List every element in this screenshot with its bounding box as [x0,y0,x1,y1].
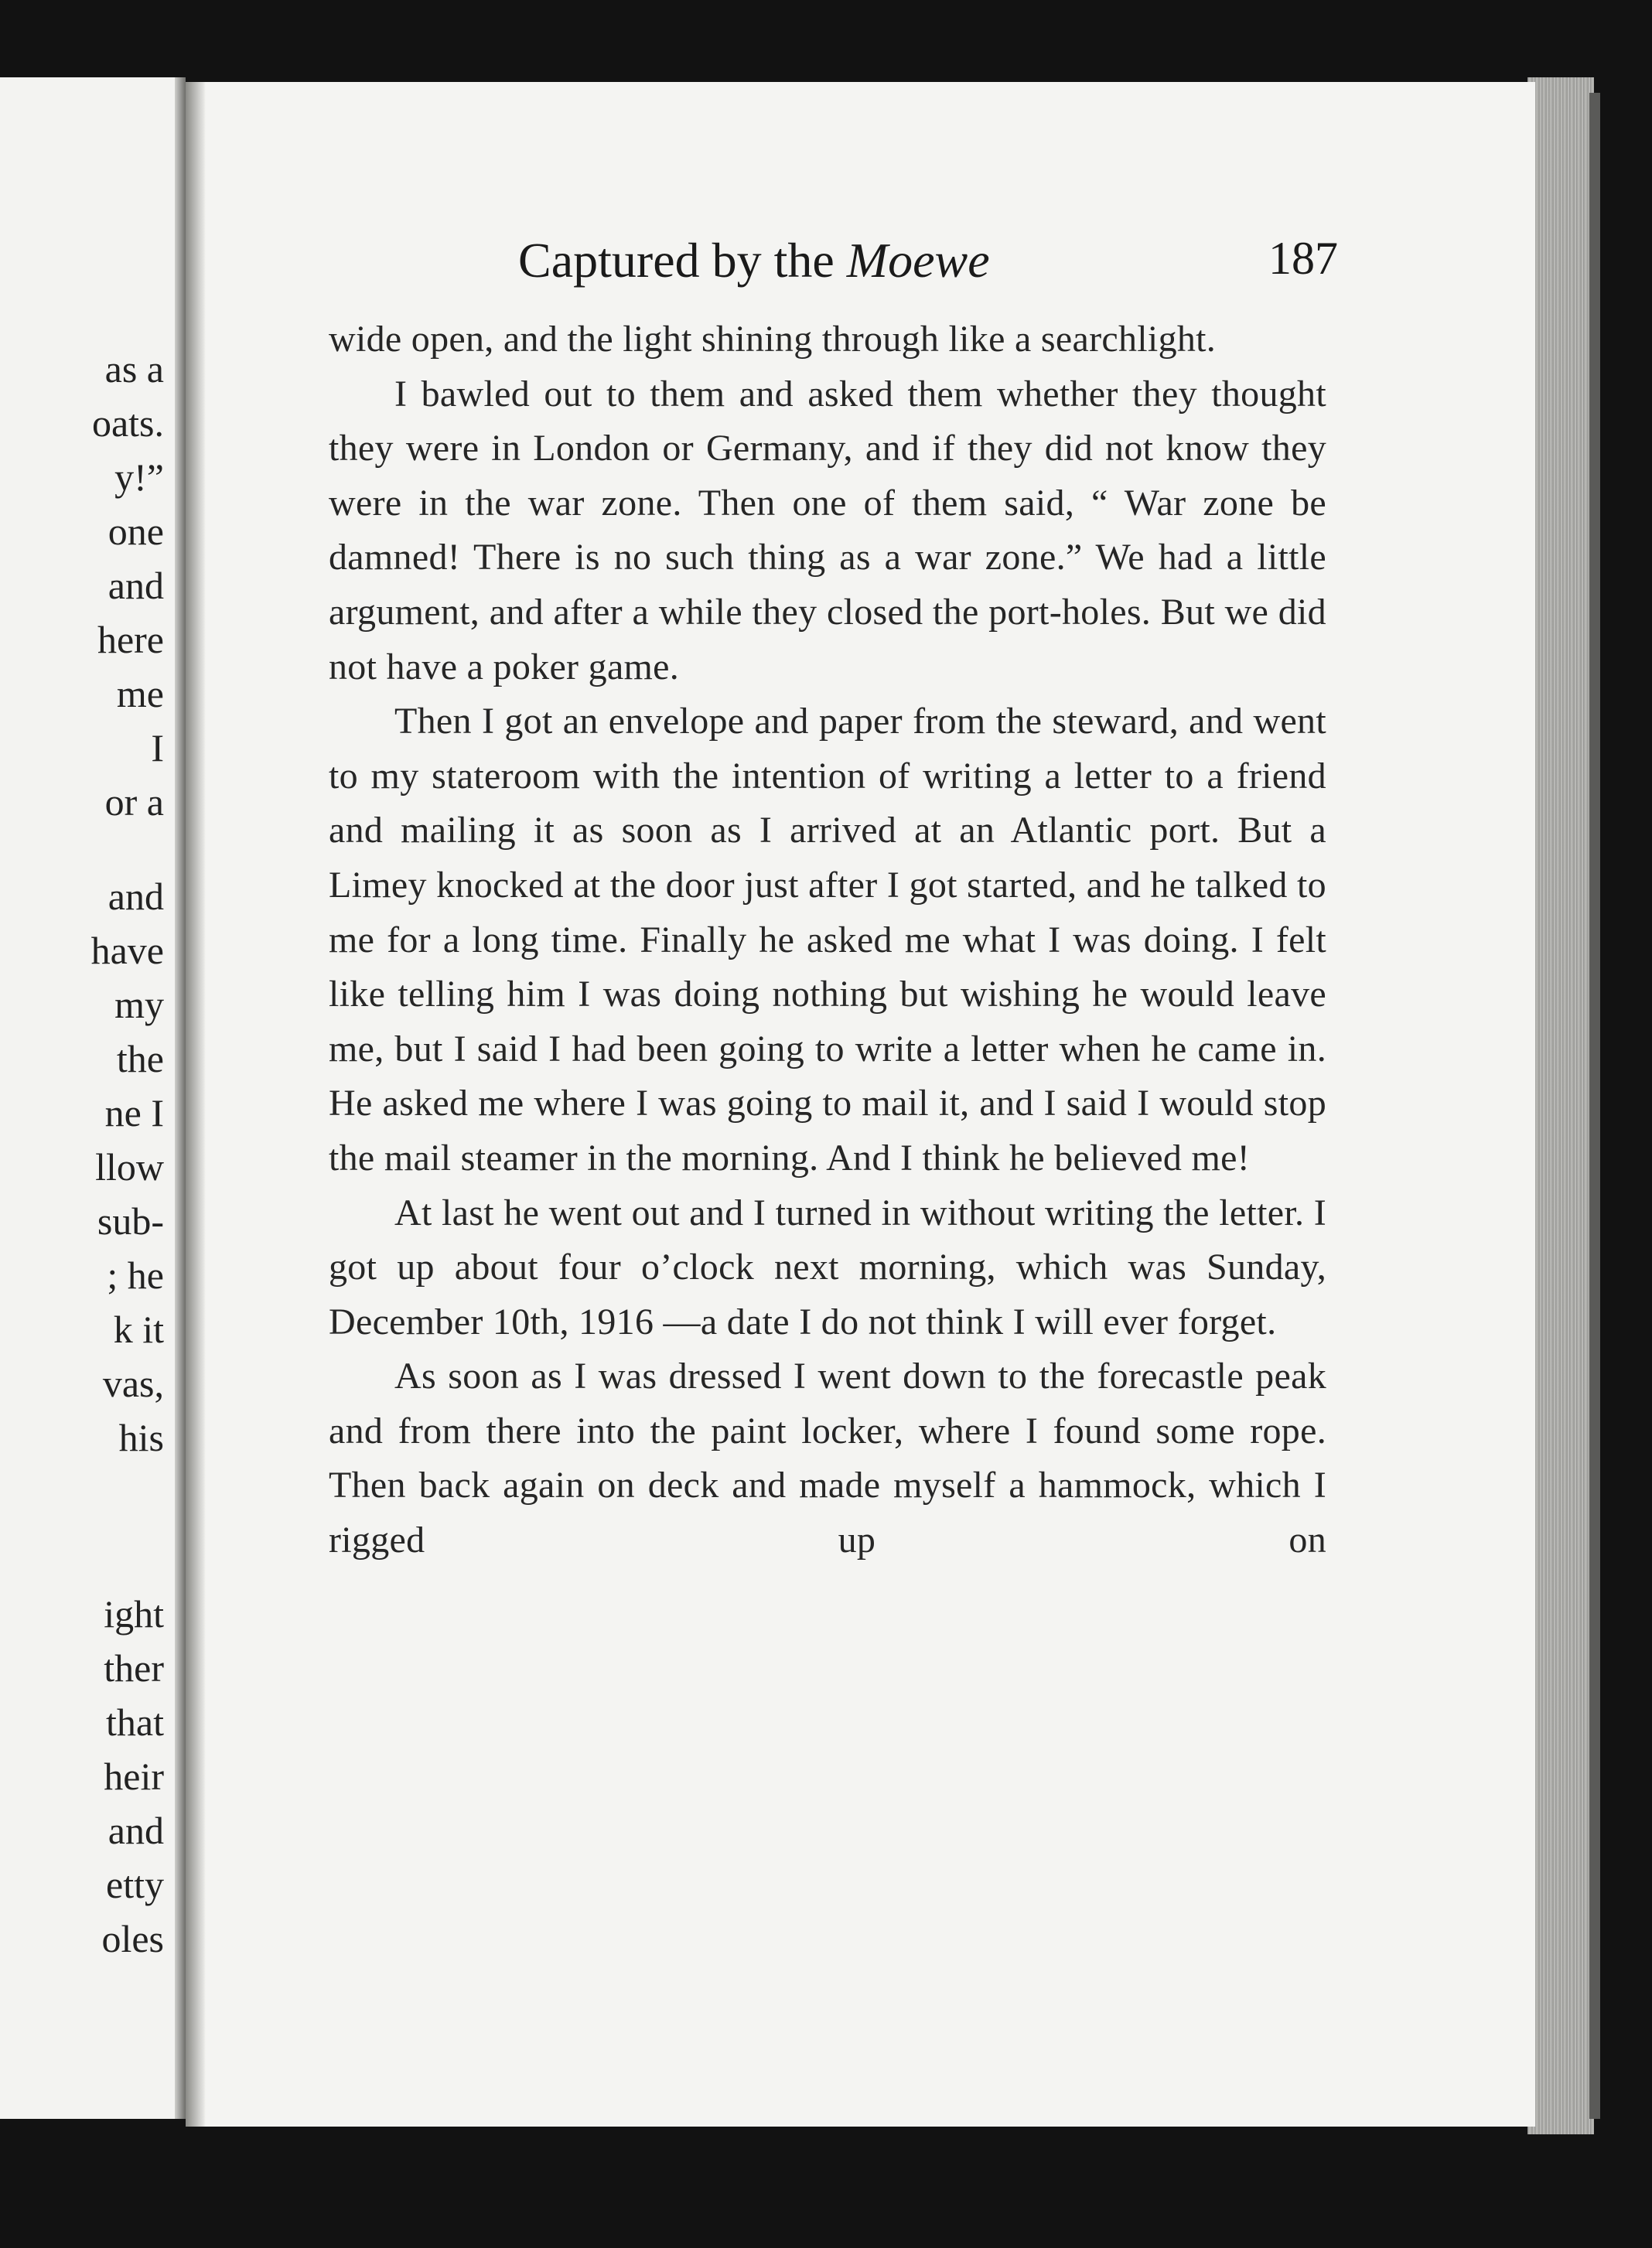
left-page-line: and [108,564,164,607]
running-head [325,232,1338,294]
left-page-line: or a [104,780,164,824]
left-page-line: here [97,618,164,661]
paragraph: Then I got an envelope and paper from the steward, and went to my stateroom with the intention of writing a letter to a friend and mailing it as soon as I arrived at an Atlantic port. But a Limey knocked at the door just after I got started, and he talked to me for a long time. Finally he asked me what I was doing. I felt like telling him I was doing nothing but wishing he would leave me, but I said I had been going to write a letter when he came in. He asked me where I was going to mail it, and I said I would stop the mail steamer in the morning. And I think he believed me! [329,701,1326,1179]
left-page-line: and [108,1809,164,1852]
left-page-line: etty [106,1863,164,1906]
left-page-line: and [108,875,164,918]
left-page-line: my [114,983,164,1026]
left-page-line: ; he [107,1254,164,1297]
paragraph: As soon as I was dressed I went down to the forecastle peak and from there into the paint locker, where I found some rope. Then back again on deck and made myself a hammock, which I rigged up on [329,1356,1326,1561]
left-page-line: his [118,1416,164,1459]
left-page-line: one [108,510,164,553]
page-number: 187 [1268,233,1338,284]
left-page-line: that [106,1700,164,1744]
left-page-line: oles [101,1917,164,1960]
paragraph: I bawled out to them and asked them whether they thought they were in London or Germany, and if they did not know they were in the war zone. Then one of them said, “ War zone be damned! There is no such thing as a war zone.” We had a little argument, and after a while they closed the port-holes. But we did not have a poker game. [329,373,1326,687]
left-page-line: sub- [97,1199,164,1243]
running-title-prefix: Captured by the [518,233,847,288]
left-page-line: as a [104,347,164,391]
body-text [329,312,1326,1568]
left-page-line: vas, [102,1362,164,1405]
right-gutter [186,82,206,2127]
left-page-line: llow [95,1145,164,1189]
left-page-line: ne I [104,1091,164,1134]
running-title-ship: Moewe [846,233,990,288]
left-page-line: oats. [91,401,164,445]
page-edges-shadow [1589,93,1600,2119]
left-page-line: ther [104,1646,164,1690]
running-title [518,232,990,289]
left-gutter [175,77,186,2119]
paragraph: At last he went out and I turned in without writing the letter. I got up about four o’clock next morning, which was Sunday, December 10th, 1916 —a date I do not think I will ever forget. [329,1192,1326,1342]
left-page-line: I [151,726,164,769]
left-page-line: me [116,672,164,715]
left-page-line: the [116,1037,164,1080]
left-page-line: k it [113,1308,164,1351]
page-edges [1527,77,1594,2134]
left-page [0,77,186,2119]
left-page-line: have [90,929,164,972]
paragraph: wide open, and the light shining through like a searchlight. [329,319,1217,360]
left-page-line: ight [104,1592,164,1636]
left-page-line: heir [104,1755,164,1798]
left-page-line: y!” [114,455,164,499]
